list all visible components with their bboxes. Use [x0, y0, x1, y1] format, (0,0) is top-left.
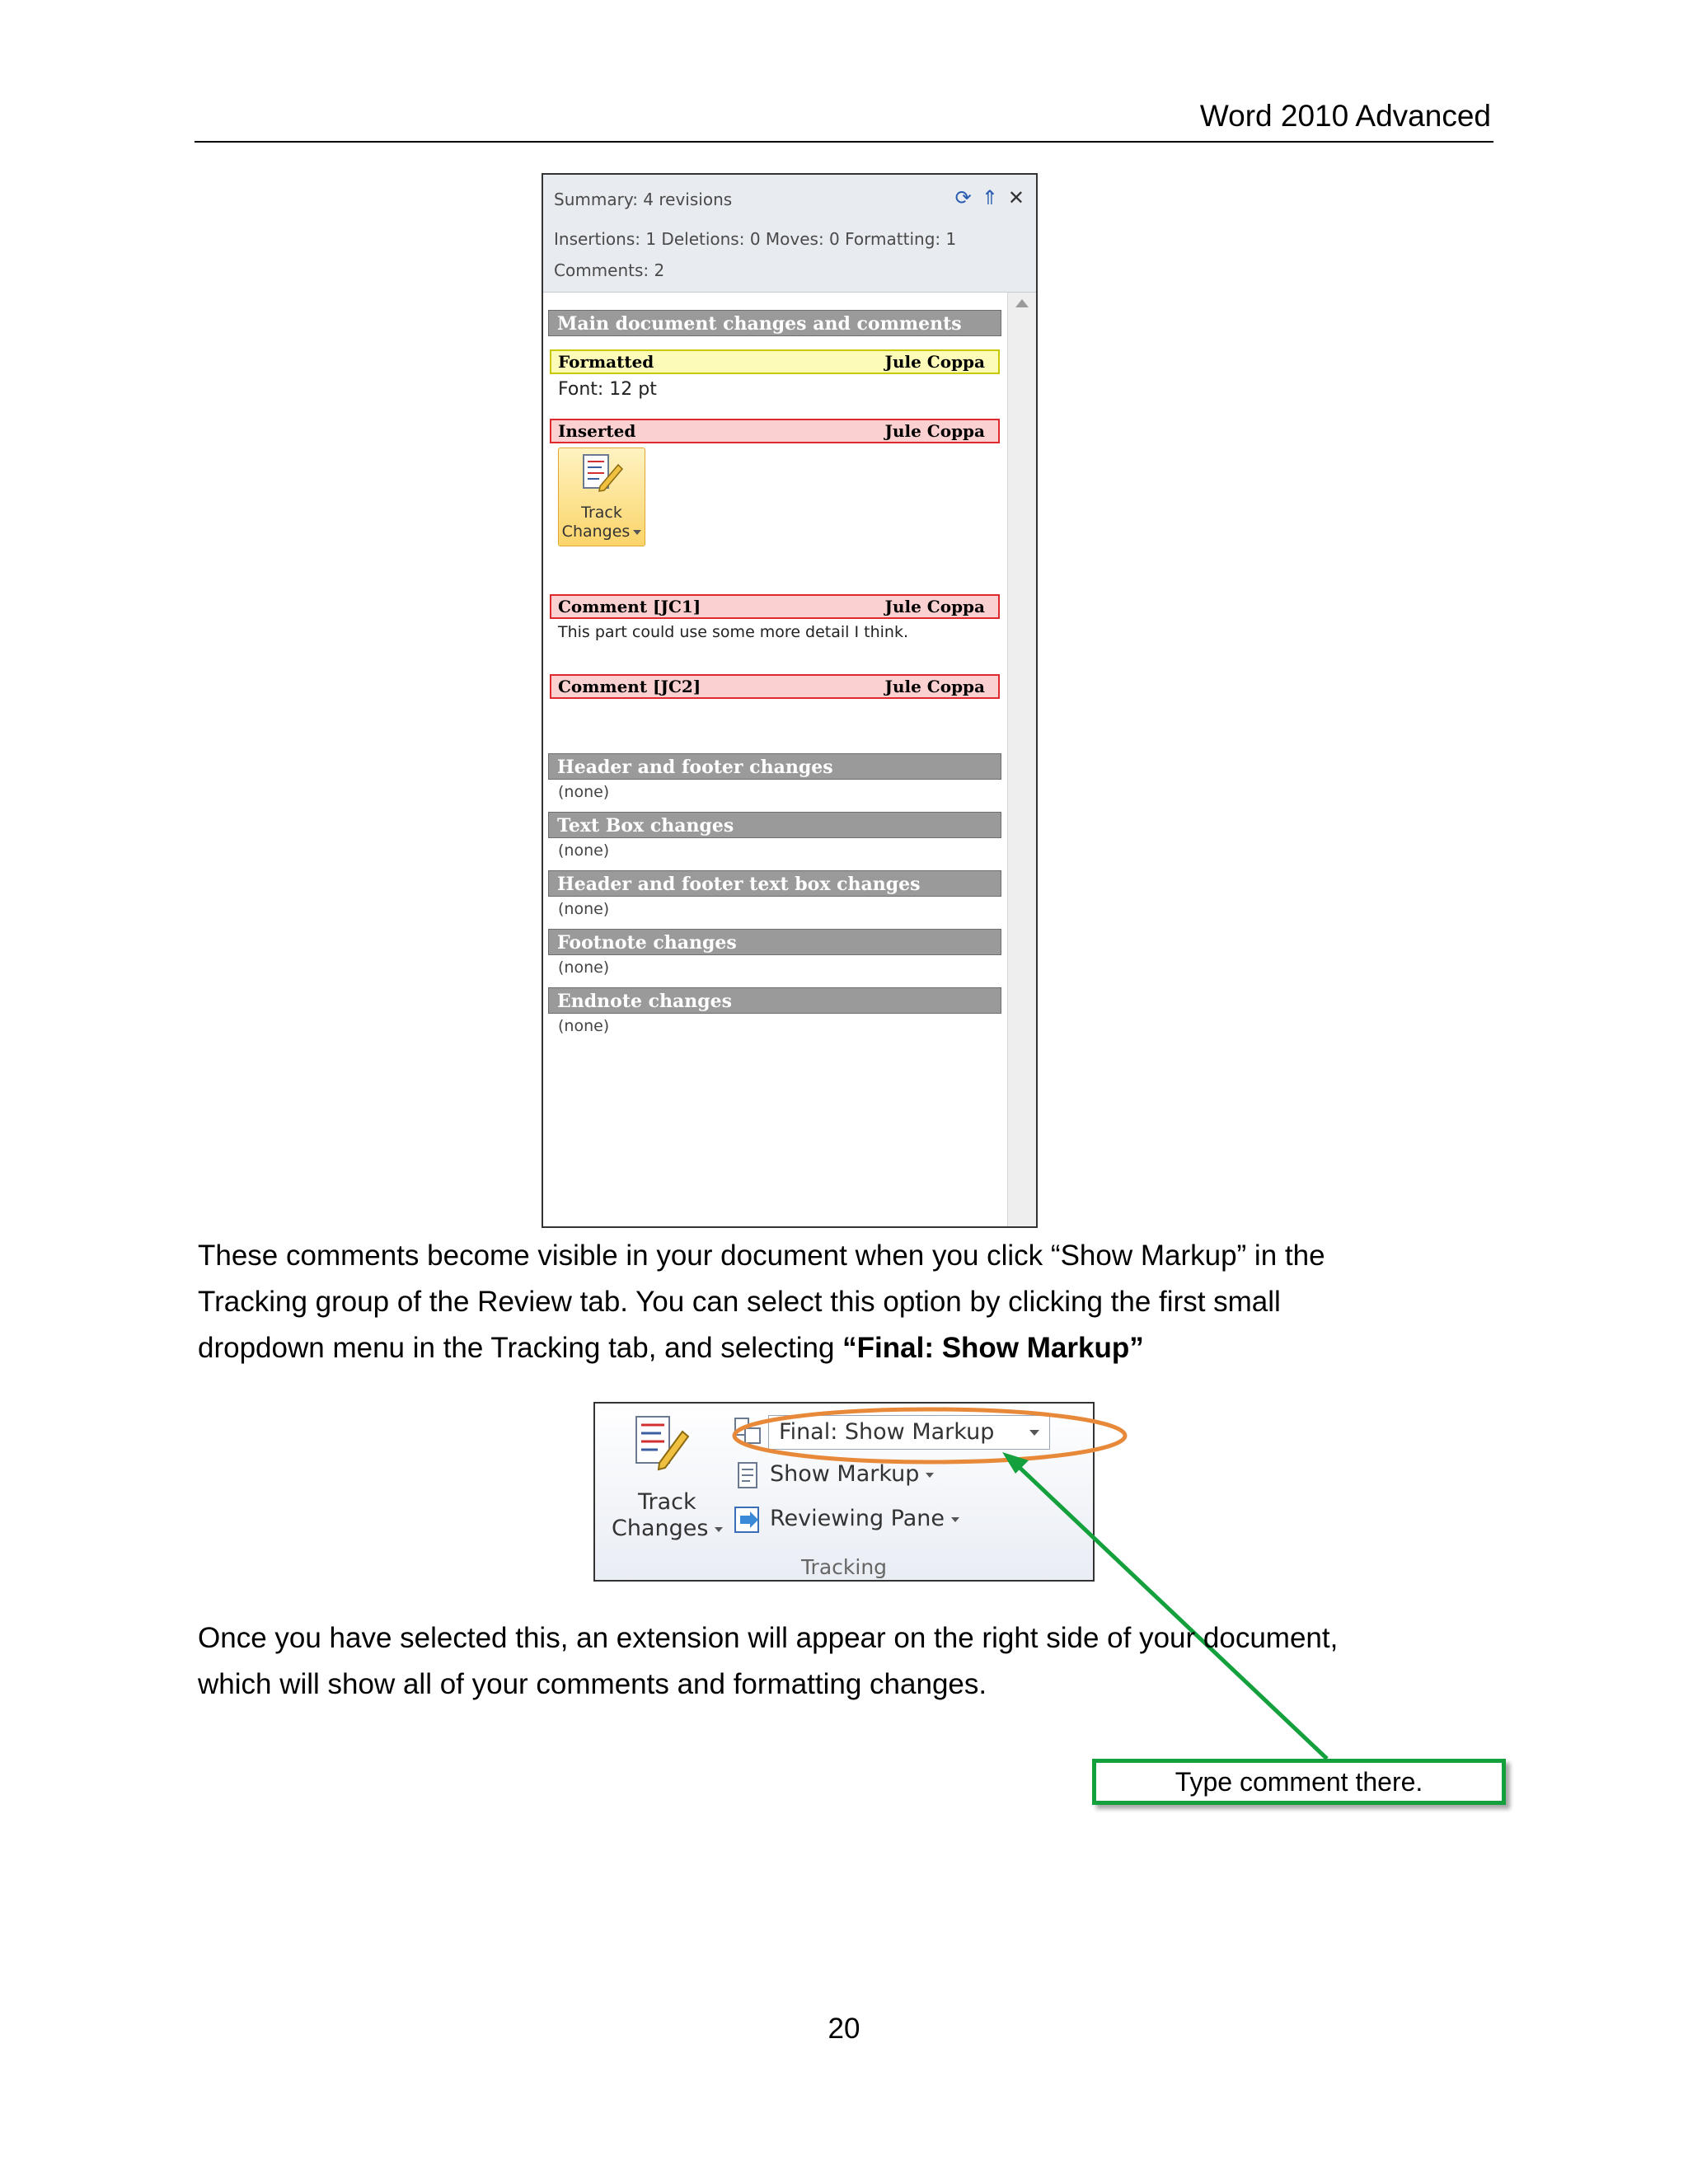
section-value: (none)	[558, 900, 610, 918]
page-number: 20	[828, 2013, 860, 2045]
section-header-header-footer-text-box: Header and footer text box changes	[548, 870, 1001, 897]
track-label[interactable]: Track	[638, 1489, 696, 1515]
section-header-endnote: Endnote changes	[548, 987, 1001, 1014]
revision-detail: Font: 12 pt	[558, 379, 657, 400]
revision-type: Formatted	[558, 352, 654, 372]
text-line: Tracking group of the Review tab. You can select this option by clicking the first small	[198, 1286, 1281, 1318]
show-markup-button[interactable]: Show Markup	[770, 1461, 934, 1487]
pointer-line	[1014, 1462, 1327, 1759]
ribbon-group-label: Tracking	[800, 1555, 888, 1579]
revision-type: Inserted	[558, 421, 636, 441]
section-header-main: Main document changes and comments	[548, 310, 1001, 336]
revision-type: Comment [JC2]	[558, 677, 701, 696]
section-header-footnote: Footnote changes	[548, 929, 1001, 955]
close-icon[interactable]: ✕	[1007, 186, 1025, 209]
bold-option-name: “Final: Show Markup”	[842, 1332, 1144, 1364]
section-header-text-box: Text Box changes	[548, 812, 1001, 838]
refresh-icon[interactable]: ⟳	[954, 186, 972, 209]
comment-callout: Type comment there.	[1092, 1759, 1506, 1805]
body-paragraph-2	[198, 1615, 1338, 1708]
running-header-title: Word 2010 Advanced	[1199, 99, 1491, 133]
revision-author: Jule Coppa	[884, 677, 985, 696]
revision-author: Jule Coppa	[884, 597, 985, 616]
reviewing-pane-button[interactable]: Reviewing Pane	[770, 1506, 959, 1531]
changes-label[interactable]: Changes	[612, 1516, 723, 1541]
revision-counts: Insertions: 1 Deletions: 0 Moves: 0 Formatting: 1	[554, 229, 957, 249]
highlight-ellipse	[734, 1409, 1125, 1462]
section-value: (none)	[558, 1017, 610, 1035]
text-line: These comments become visible in your document when you click “Show Markup” in the	[198, 1240, 1325, 1272]
comment-count: Comments: 2	[554, 260, 665, 280]
text-line: dropdown menu in the Tracking tab, and selecting “Final: Show Markup”	[198, 1332, 1144, 1364]
revision-type: Comment [JC1]	[558, 597, 701, 616]
summary-text: Summary: 4 revisions	[554, 190, 733, 209]
track-label: Track	[581, 504, 622, 522]
comment-text: This part could use some more detail I think.	[558, 623, 908, 641]
text-line: which will show all of your comments and formatting changes.	[198, 1668, 987, 1700]
revision-author: Jule Coppa	[884, 352, 985, 372]
collapse-icon[interactable]: ⇑	[981, 186, 998, 209]
revision-author: Jule Coppa	[884, 421, 985, 441]
section-value: (none)	[558, 783, 610, 801]
text-line: Once you have selected this, an extension will appear on the right side of your document,	[198, 1622, 1339, 1654]
section-value: (none)	[558, 841, 610, 860]
changes-label: Changes	[559, 523, 645, 541]
section-header-header-footer: Header and footer changes	[548, 753, 1001, 780]
section-value: (none)	[558, 958, 610, 977]
display-for-review-value: Final: Show Markup	[779, 1419, 995, 1445]
